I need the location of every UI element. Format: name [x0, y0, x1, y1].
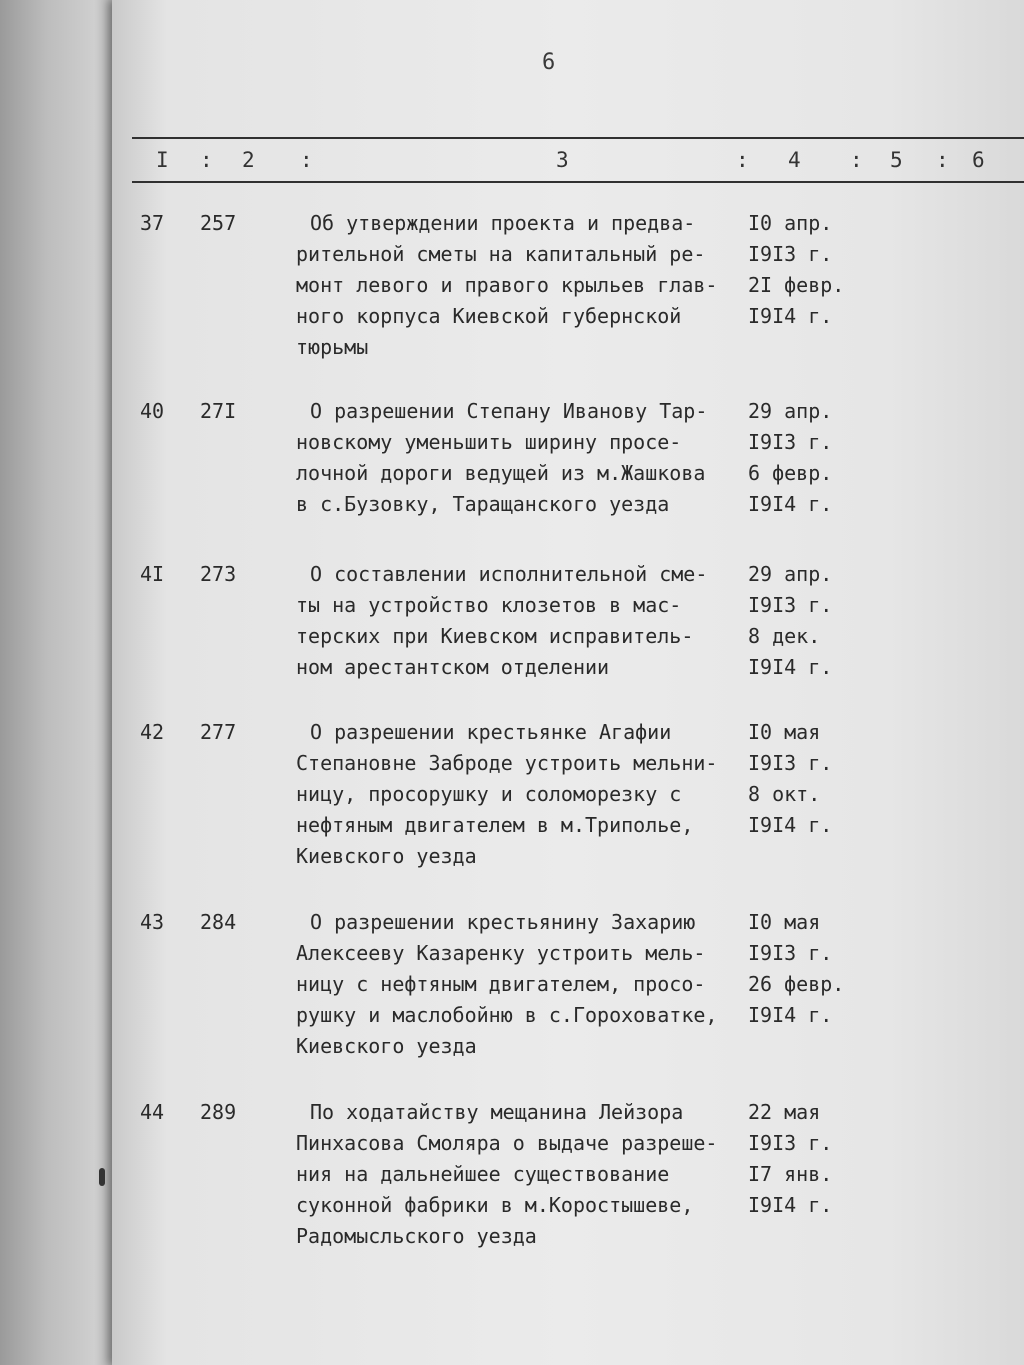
entry-dates	[748, 1097, 832, 1221]
desc-line: новскому уменьшить ширину просе-	[296, 430, 682, 454]
desc-line: в с.Бузовку, Таращанского уезда	[296, 492, 670, 516]
date-line: 22 мая	[748, 1100, 821, 1124]
entry-description	[296, 559, 746, 683]
date-line: I9I3 г.	[748, 593, 833, 617]
header-rule-top	[132, 137, 1024, 139]
entry-ref: 277	[200, 720, 237, 744]
date-line: I0 апр.	[748, 211, 833, 235]
entry-ref: 27I	[200, 399, 237, 423]
entry-ref: 284	[200, 910, 237, 934]
entry-number: 4I	[140, 562, 165, 586]
header-sep: :	[200, 148, 213, 172]
page-number: 6	[542, 50, 556, 75]
header-col-3: 3	[556, 148, 569, 172]
desc-line: О разрешении крестьянке Агафии	[310, 720, 672, 744]
date-line: I9I4 г.	[748, 813, 833, 837]
desc-line: Пинхасова Смоляра о выдаче разреше-	[296, 1131, 718, 1155]
facing-page-edge	[0, 0, 118, 1365]
date-line: I9I4 г.	[748, 1003, 833, 1027]
entry-description	[296, 1097, 746, 1252]
entry-dates	[748, 208, 844, 332]
date-line: I9I4 г.	[748, 304, 833, 328]
header-sep: :	[300, 148, 313, 172]
document-page	[112, 0, 1024, 1365]
entry-dates	[748, 396, 832, 520]
entry-number: 43	[140, 910, 165, 934]
desc-line: Киевского уезда	[296, 1034, 477, 1058]
desc-line: О разрешении Степану Иванову Тар-	[310, 399, 708, 423]
desc-line: рительной сметы на капитальный ре-	[296, 242, 706, 266]
header-sep: :	[736, 148, 749, 172]
desc-line: суконной фабрики в м.Коростышеве,	[296, 1193, 694, 1217]
entry-description	[296, 717, 746, 872]
desc-line: Киевского уезда	[296, 844, 477, 868]
desc-line: терских при Киевском исправитель-	[296, 624, 694, 648]
date-line: I9I3 г.	[748, 1131, 833, 1155]
date-line: I9I3 г.	[748, 941, 833, 965]
date-line: 2I февр.	[748, 273, 845, 297]
date-line: 8 окт.	[748, 782, 821, 806]
desc-line: монт левого и правого крыльев глав-	[296, 273, 718, 297]
header-col-1: I	[156, 148, 169, 172]
desc-line: лочной дороги ведущей из м.Жашкова	[296, 461, 706, 485]
desc-line: ницу, просорушку и соломорезку с	[296, 782, 682, 806]
desc-line: Алексееву Казаренку устроить мель-	[296, 941, 706, 965]
date-line: 29 апр.	[748, 562, 833, 586]
desc-line: рушку и маслобойню в с.Гороховатке,	[296, 1003, 718, 1027]
header-col-2: 2	[242, 148, 255, 172]
date-line: I9I3 г.	[748, 430, 833, 454]
desc-line: тюрьмы	[296, 335, 369, 359]
header-col-5: 5	[890, 148, 903, 172]
entry-ref: 273	[200, 562, 237, 586]
header-col-6: 6	[972, 148, 985, 172]
desc-line: ния на дальнейшее существование	[296, 1162, 670, 1186]
entry-number: 37	[140, 211, 165, 235]
date-line: I0 мая	[748, 910, 821, 934]
entry-number: 42	[140, 720, 165, 744]
entry-number: 44	[140, 1100, 165, 1124]
desc-line: О разрешении крестьянину Захарию	[310, 910, 696, 934]
entry-ref: 289	[200, 1100, 237, 1124]
entry-dates	[748, 907, 844, 1031]
header-sep: :	[850, 148, 863, 172]
desc-line: нефтяным двигателем в м.Триполье,	[296, 813, 694, 837]
header-col-4: 4	[788, 148, 801, 172]
date-line: I9I4 г.	[748, 655, 833, 679]
desc-line: ницу с нефтяным двигателем, просо-	[296, 972, 706, 996]
header-sep: :	[936, 148, 949, 172]
desc-line: Радомысльского уезда	[296, 1224, 537, 1248]
desc-line: По ходатайству мещанина Лейзора	[310, 1100, 684, 1124]
entry-dates	[748, 717, 832, 841]
date-line: 26 февр.	[748, 972, 845, 996]
date-line: I7 янв.	[748, 1162, 833, 1186]
entry-description	[296, 208, 746, 363]
desc-line: Степановне Заброде устроить мельни-	[296, 751, 718, 775]
entry-number: 40	[140, 399, 165, 423]
date-line: I0 мая	[748, 720, 821, 744]
desc-line: ного корпуса Киевской губернской	[296, 304, 682, 328]
date-line: I9I3 г.	[748, 751, 833, 775]
desc-line: ном арестантском отделении	[296, 655, 610, 679]
binding-hole	[99, 1168, 105, 1186]
entry-description	[296, 396, 746, 520]
date-line: I9I4 г.	[748, 1193, 833, 1217]
desc-line: О составлении исполнительной сме-	[310, 562, 708, 586]
date-line: 8 дек.	[748, 624, 821, 648]
header-rule-bottom	[132, 181, 1024, 183]
entry-ref: 257	[200, 211, 237, 235]
date-line: I9I4 г.	[748, 492, 833, 516]
date-line: 29 апр.	[748, 399, 833, 423]
entry-dates	[748, 559, 832, 683]
date-line: 6 февр.	[748, 461, 833, 485]
date-line: I9I3 г.	[748, 242, 833, 266]
desc-line: ты на устройство клозетов в мас-	[296, 593, 682, 617]
entry-description	[296, 907, 746, 1062]
desc-line: Об утверждении проекта и предва-	[310, 211, 696, 235]
